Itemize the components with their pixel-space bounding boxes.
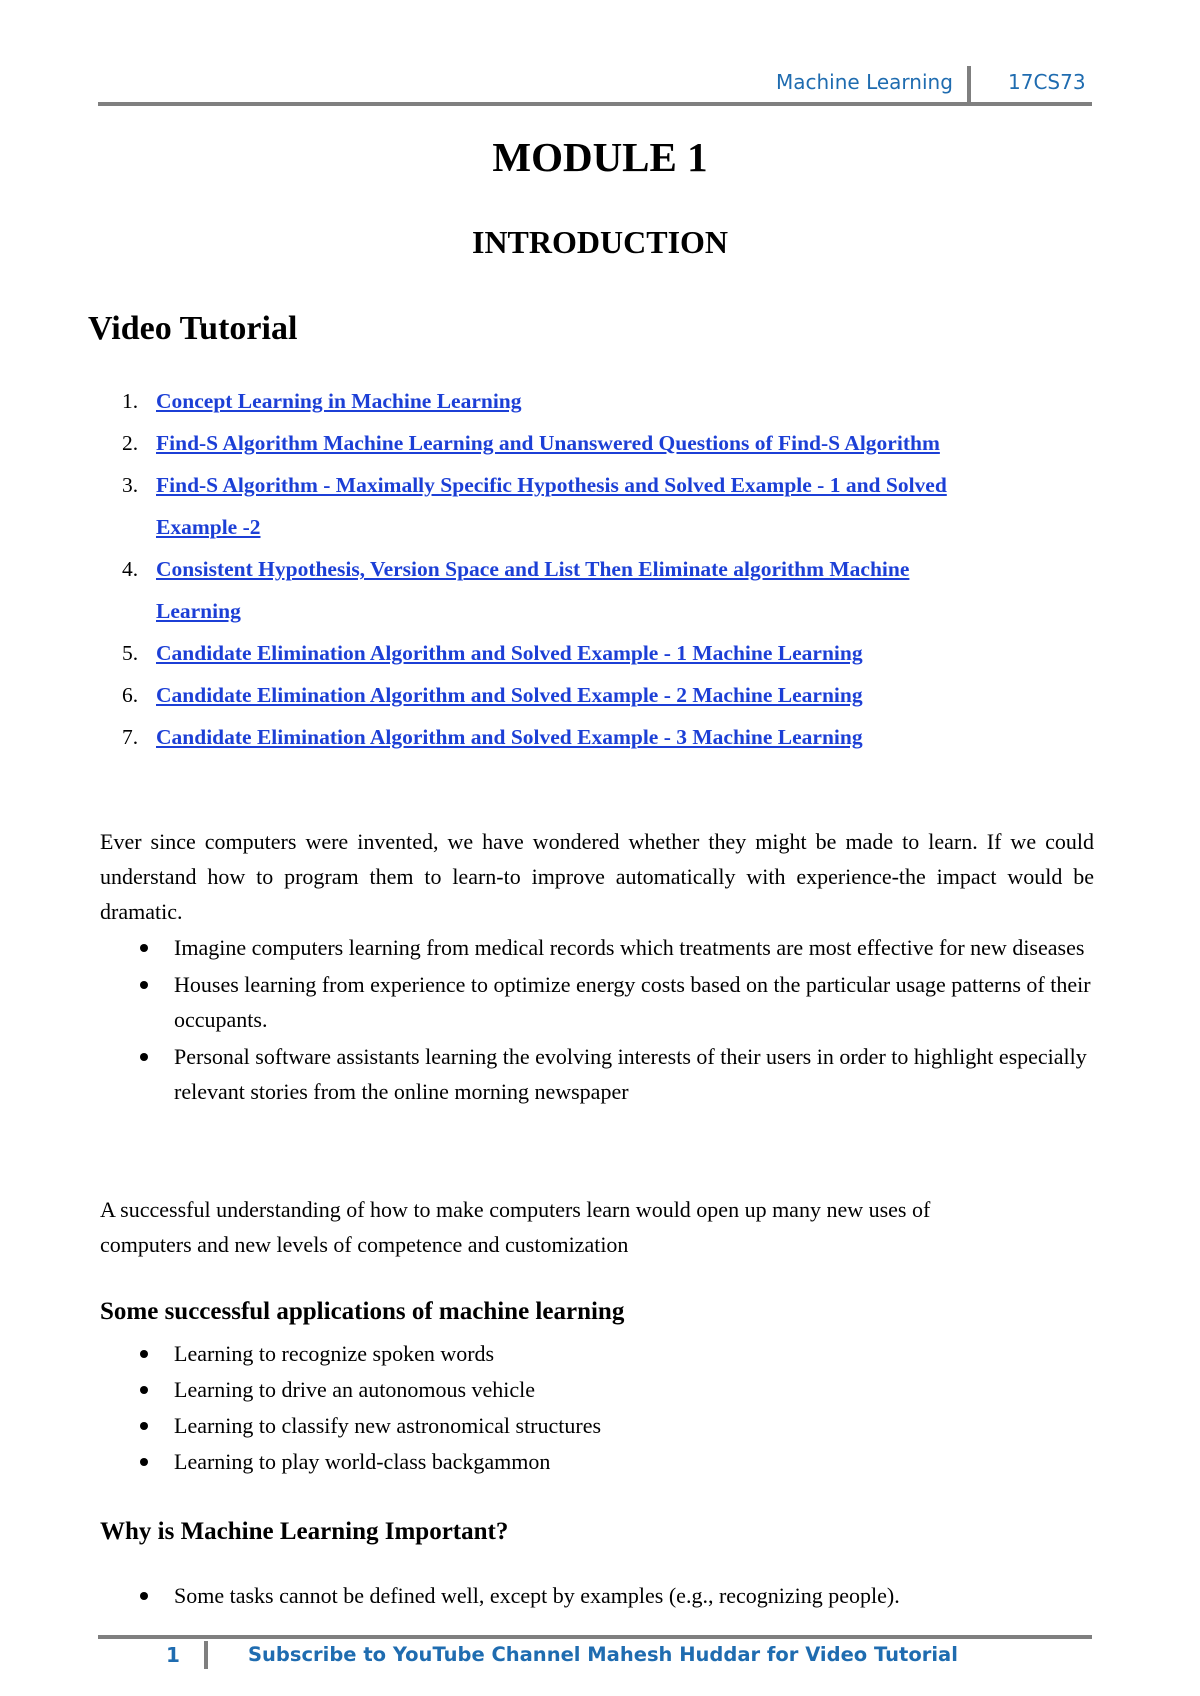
bullet-text: Learning to play world-class backgammon	[174, 1449, 551, 1474]
list-item	[100, 1578, 1094, 1613]
bullet-text: Imagine computers learning from medical records which treatments are most effective for new diseases	[174, 935, 1085, 960]
video-link-1[interactable]: Concept Learning in Machine Learning	[156, 389, 522, 413]
list-number: 5.	[122, 641, 139, 665]
bullet-icon	[140, 1422, 148, 1430]
footer-rule	[98, 1635, 1092, 1639]
list-item	[100, 1372, 1094, 1407]
footer-subscribe-text: Subscribe to YouTube Channel Mahesh Huddar for Video Tutorial	[248, 1643, 958, 1666]
list-item	[114, 632, 1074, 674]
bullet-text: Learning to recognize spoken words	[174, 1341, 495, 1366]
list-number: 1.	[122, 389, 139, 413]
video-link-4[interactable]: Consistent Hypothesis, Version Space and List Then Eliminate algorithm Machine Learning	[156, 557, 910, 623]
bullet-text: Learning to classify new astronomical structures	[174, 1413, 602, 1438]
bullet-text: Learning to drive an autonomous vehicle	[174, 1377, 536, 1402]
intro-paragraph: Ever since computers were invented, we have wondered whether they might be made to learn. If we could understand how to program them to learn-to improve automatically with experience-the impact would be dramatic.	[100, 829, 1094, 924]
video-link-5[interactable]: Candidate Elimination Algorithm and Solved Example - 1 Machine Learning	[156, 641, 863, 665]
module-title: MODULE 1	[492, 134, 708, 180]
bullet-icon	[140, 1350, 148, 1358]
list-number: 6.	[122, 683, 139, 707]
bullet-icon	[140, 944, 148, 952]
video-link-6[interactable]: Candidate Elimination Algorithm and Solved Example - 2 Machine Learning	[156, 683, 863, 707]
importance-heading: Why is Machine Learning Important?	[100, 1518, 509, 1545]
header-course-title: Machine Learning	[776, 70, 953, 94]
list-item	[114, 464, 1074, 548]
bullet-icon	[140, 981, 148, 989]
video-tutorial-list	[114, 380, 1074, 758]
bullet-text: Personal software assistants learning the evolving interests of their users in order to highlight especially relevant stories from the online morning newspaper	[174, 1044, 1087, 1104]
applications-heading: Some successful applications of machine learning	[100, 1298, 625, 1325]
video-link-3[interactable]: Find-S Algorithm - Maximally Specific Hypothesis and Solved Example - 1 and Solved Example -2	[156, 473, 947, 539]
video-tutorial-heading: Video Tutorial	[88, 310, 298, 347]
list-item	[114, 674, 1074, 716]
bullet-text: Houses learning from experience to optimize energy costs based on the particular usage patterns of their occupants.	[174, 972, 1091, 1032]
list-item	[100, 1408, 1094, 1443]
list-number: 2.	[122, 431, 139, 455]
header-course-code: 17CS73	[1008, 70, 1086, 94]
video-link-2[interactable]: Find-S Algorithm Machine Learning and Unanswered Questions of Find-S Algorithm	[156, 431, 940, 455]
list-number: 3.	[122, 473, 139, 497]
footer-divider	[204, 1641, 208, 1669]
bullet-text: Some tasks cannot be defined well, except by examples (e.g., recognizing people).	[174, 1583, 900, 1608]
list-item	[100, 1336, 1094, 1371]
list-item	[100, 1039, 1094, 1109]
list-item	[114, 422, 1074, 464]
intro-bullet-list	[100, 930, 1094, 1111]
applications-list	[100, 1336, 1094, 1480]
list-item	[100, 930, 1094, 965]
list-number: 7.	[122, 725, 139, 749]
page-header	[0, 66, 1200, 106]
bullet-icon	[140, 1386, 148, 1394]
page-number: 1	[166, 1643, 180, 1667]
header-rule	[98, 102, 1092, 106]
list-item	[100, 1444, 1094, 1479]
list-item	[114, 380, 1074, 422]
list-item	[114, 548, 1074, 632]
header-divider	[967, 66, 971, 102]
importance-list	[100, 1578, 1094, 1613]
bullet-icon	[140, 1458, 148, 1466]
success-paragraph: A successful understanding of how to make computers learn would open up many new uses of computers and new levels of competence and customization	[100, 1197, 931, 1257]
list-item	[100, 967, 1094, 1037]
bullet-icon	[140, 1053, 148, 1061]
list-item	[114, 716, 1074, 758]
list-number: 4.	[122, 557, 139, 581]
module-subtitle: INTRODUCTION	[471, 224, 729, 260]
bullet-icon	[140, 1592, 148, 1600]
video-link-7[interactable]: Candidate Elimination Algorithm and Solved Example - 3 Machine Learning	[156, 725, 863, 749]
